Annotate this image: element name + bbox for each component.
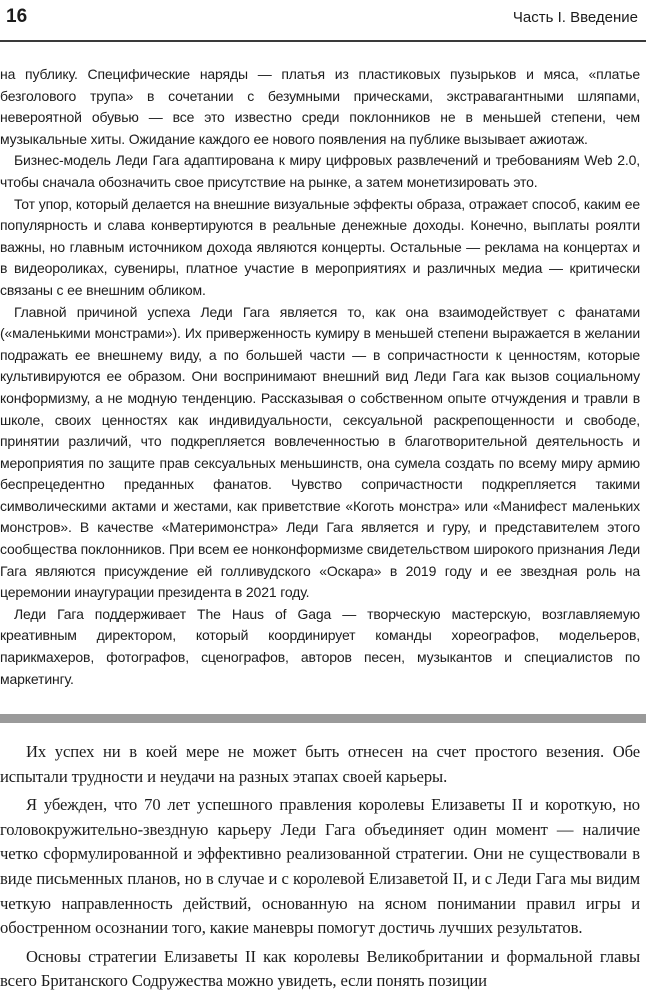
header-rule bbox=[0, 40, 646, 42]
sidebar-paragraph: Главной причиной успеха Леди Гага является то, как она взаимодействует с фанатами («маленькими монстрами»). Их приверженность кумиру в меньшей степени выражается в желании подражать ее внешнему виду, а по большей части — в сопричастности к ценностям, которые культивируются ее образом. Они воспринимают внешний вид Леди Гага как вызов социальному конформизму, а не модную тенденцию. Рассказывая о собственном опыте отчуждения и травли в школе, своих ценностях как индивидуальности, сексуальной раскрепощенности и свободе, принятии различий, что подкрепляется вовлеченностью в благотворительной деятельность и мероприятия по защите прав сексуальных меньшинств, она сумела создать по всему миру армию беспрецедентно преданных фанатов. Чувство сопричастности подкрепляется такими символическими актами и жестами, как приветствие «Коготь монстра» или «Манифест маленьких монстров». В качестве «Материмонстра» Леди Гага является и гуру, и представителем этого сообщества поклонников. При всем ее нонконформизме свидетельством широкого признания Леди Гага являются присуждение ей голливудского «Оскара» в 2019 году и ее звездная роль на церемонии инаугурации президента в 2021 году. bbox=[0, 303, 640, 601]
running-head: Часть I. Введение bbox=[512, 9, 638, 26]
sidebar-box bbox=[0, 64, 640, 690]
sidebar-paragraph: Леди Гага поддерживает The Haus of Gaga — творческую мастерскую, возглавляемую креативным директором, который координирует команды хореографов, модельеров, парикмахеров, фотографов, сценографов, авторов песен, музыкантов и специалистов по маркетингу. bbox=[0, 605, 640, 687]
sidebar-paragraph: на публику. Специфические наряды — платья из пластиковых пузырьков и мяса, «платье безголового трупа» в сочетании с безумными прическами, экстравагантными шляпами, невероятной обувью — все это известно среди поклонников не в меньшей степени, чем музыкальные хиты. Ожидание каждого ее нового появления на публике вызывает ажиотаж. bbox=[0, 66, 640, 147]
body-paragraph: Их успех ни в коей мере не может быть отнесен на счет простого везения. Обе испытали трудности и неудачи на разных этапах своей карьеры. bbox=[0, 742, 640, 786]
body-paragraph: Я убежден, что 70 лет успешного правления королевы Елизаветы II и короткую, но головокружительно-звездную карьеру Леди Гага объединяет один момент — наличие четко сформулированной и эффективно реализованной стратегии. Они не существовали в виде письменных планов, но в случае и с королевой Елизаветой II, и с Леди Гага мы видим четкую направленность действий, основанную на ясном понимании правил игры и обостренном осознании того, какие маневры помогут достичь лучших результатов. bbox=[0, 795, 640, 938]
body-paragraph: Основы стратегии Елизаветы II как королевы Великобритании и формальной главы всего Британского Содружества можно увидеть, если понять позиции bbox=[0, 946, 640, 991]
page-header bbox=[0, 0, 646, 42]
sidebar-paragraph: Тот упор, который делается на внешние визуальные эффекты образа, отражает способ, каким ее популярность и слава конвертируются в реальные денежные доходы. Конечно, выплаты роялти важны, но главным источником дохода являются концерты. Остальные — реклама на концертах и в видеороликах, сувениры, платное участие в мероприятиях и различных медиа — критически связаны с ее внешним обликом. bbox=[0, 195, 640, 298]
page-number: 16 bbox=[6, 6, 28, 27]
main-text bbox=[0, 740, 640, 998]
section-divider bbox=[0, 714, 646, 723]
sidebar-paragraph: Бизнес-модель Леди Гага адаптирована к миру цифровых развлечений и требованиям Web 2.0, чтобы сначала обозначить свое присутствие на рынке, а затем монетизировать это. bbox=[0, 152, 640, 190]
